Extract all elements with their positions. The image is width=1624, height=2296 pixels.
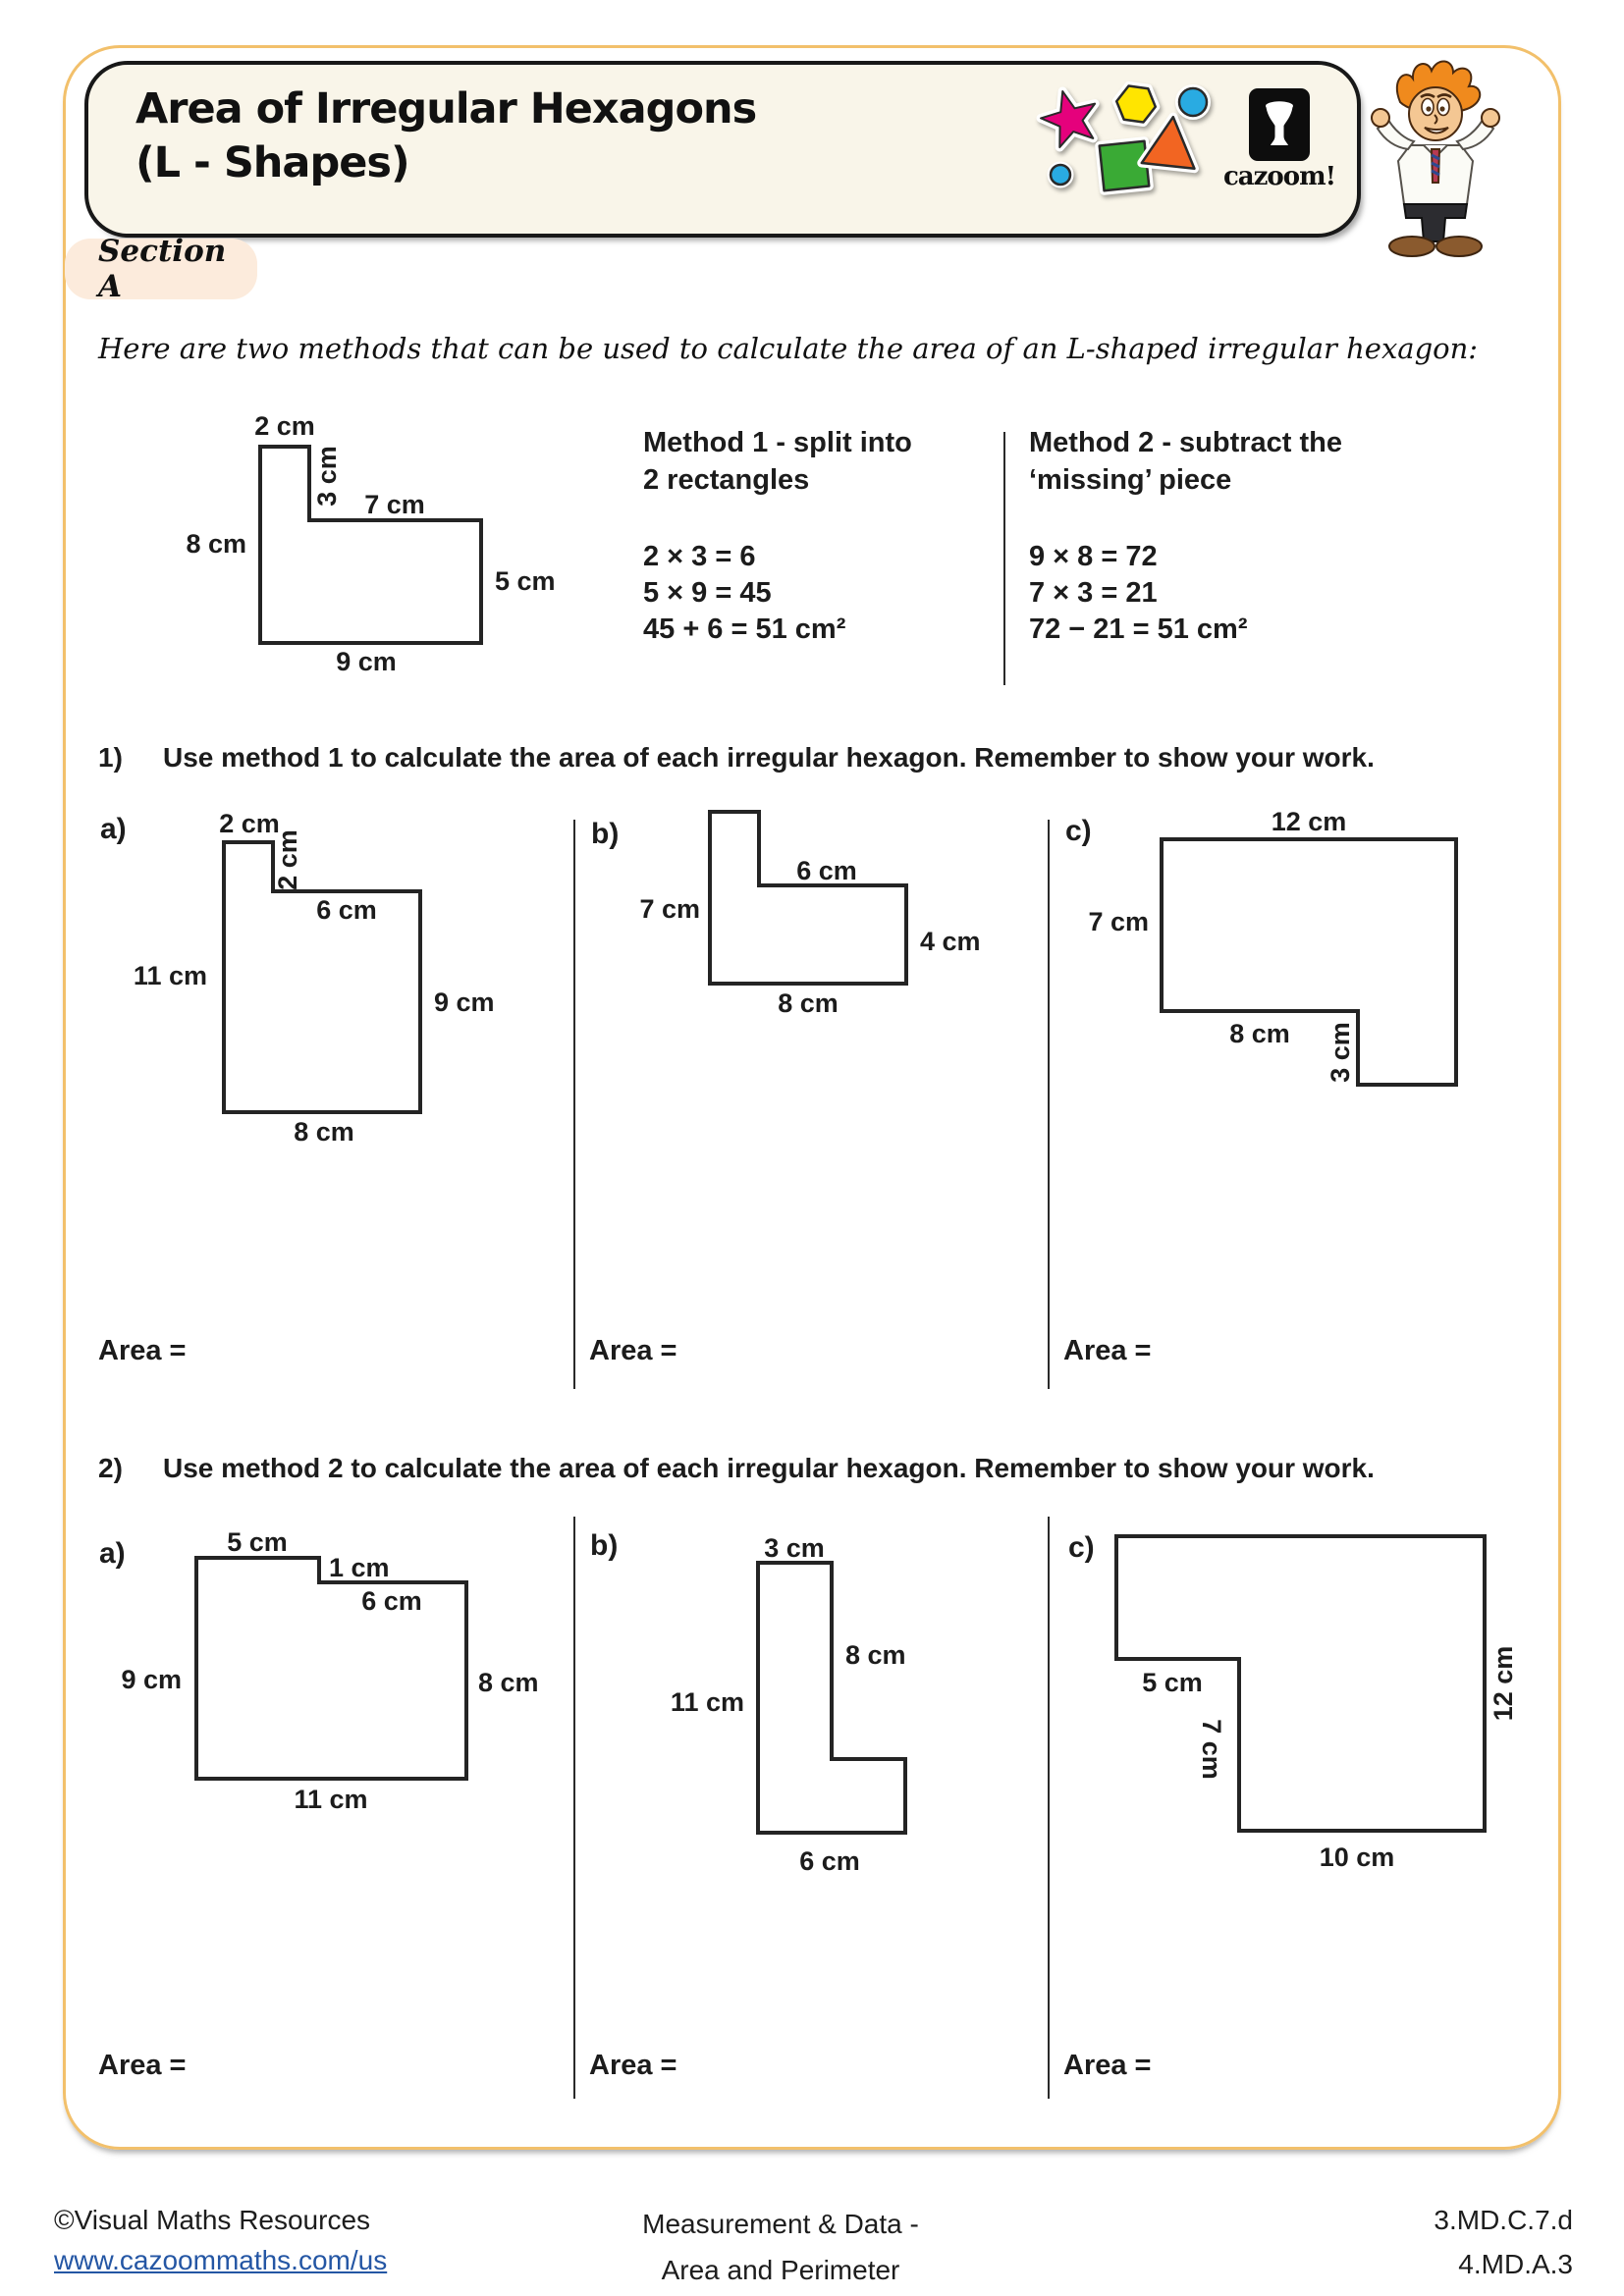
circle-small-icon [1051, 165, 1070, 185]
method2-eq-1: 9 × 8 = 72 [1029, 541, 1158, 572]
dimension-label: 6 cm [316, 895, 377, 925]
dimension-label: 3 cm [312, 446, 342, 507]
figure-q2c [1107, 1524, 1543, 1890]
part-label-1c: c) [1065, 815, 1092, 847]
method1-eq-1: 2 × 3 = 6 [643, 541, 756, 572]
dimension-label: 9 cm [121, 1665, 182, 1694]
title-line-1: Area of Irregular Hexagons [135, 84, 757, 133]
cazoom-logo [1222, 88, 1336, 191]
footer-standard-2: 4.MD.A.3 [1458, 2249, 1573, 2279]
dimension-label: 3 cm [1326, 1022, 1355, 1083]
method1-title-2: 2 rectangles [643, 464, 810, 496]
footer-copyright: ©Visual Maths Resources [54, 2205, 371, 2235]
shoe-left [1389, 237, 1435, 256]
dimension-label: 12 cm [1271, 807, 1347, 836]
area-answer-1c: Area = [1063, 1335, 1152, 1366]
dimension-label: 7 cm [1197, 1719, 1226, 1780]
method2-block [1029, 424, 1402, 648]
dimension-label: 8 cm [845, 1640, 906, 1670]
method1-eq-3: 45 + 6 = 51 cm² [643, 614, 846, 645]
method1-block [643, 424, 1016, 648]
part-label-2c: c) [1068, 1531, 1095, 1564]
dimension-label: 7 cm [1088, 907, 1149, 936]
question-1-number: 1) [98, 742, 123, 773]
mascot-character [1363, 57, 1510, 258]
method2-title-2: ‘missing’ piece [1029, 464, 1232, 496]
dimension-label: 7 cm [364, 490, 425, 519]
shapes-logo [1031, 75, 1232, 202]
shoe-right [1436, 237, 1482, 256]
method2-title-1: Method 2 - subtract the [1029, 427, 1343, 458]
l-shape-outline [196, 1558, 466, 1779]
question-2-number: 2) [98, 1453, 123, 1483]
dimension-label: 11 cm [294, 1785, 368, 1814]
dimension-label: 9 cm [336, 647, 397, 676]
dimension-label: 6 cm [796, 856, 857, 885]
title-line-2: (L - Shapes) [135, 138, 409, 187]
section-label: Section A [98, 234, 227, 304]
dimension-label: 6 cm [361, 1586, 422, 1616]
area-answer-2a: Area = [98, 2050, 187, 2081]
dimension-label: 10 cm [1319, 1842, 1395, 1872]
dimension-label: 6 cm [799, 1846, 860, 1876]
figure-q2b [630, 1519, 1013, 1884]
star-icon [1036, 84, 1104, 150]
dimension-label: 7 cm [639, 894, 700, 924]
section-badge [65, 234, 257, 304]
part-label-1a: a) [100, 813, 127, 845]
dimension-label: 5 cm [495, 566, 556, 596]
q2-divider-ab [573, 1517, 575, 2099]
q1-divider-ab [573, 820, 575, 1389]
dimension-label: 8 cm [778, 988, 839, 1018]
djembe-icon [1249, 88, 1310, 161]
part-label-2b: b) [590, 1529, 619, 1562]
dimension-label: 8 cm [478, 1668, 539, 1697]
dimension-label: 9 cm [434, 988, 495, 1017]
dimension-label: 8 cm [186, 529, 246, 559]
footer-subject-line-2: Area and Perimeter [661, 2255, 900, 2285]
figure-q2a [83, 1514, 569, 1836]
dimension-label: 11 cm [133, 961, 207, 990]
dimension-label: 2 cm [254, 411, 315, 441]
area-answer-2c: Area = [1063, 2050, 1152, 2081]
method2-eq-2: 7 × 3 = 21 [1029, 577, 1158, 609]
dimension-label: 3 cm [764, 1533, 825, 1563]
dimension-label: 5 cm [1142, 1668, 1203, 1697]
example-figure [157, 402, 574, 697]
l-shape-outline [710, 812, 906, 984]
l-shape-outline [1162, 839, 1456, 1085]
dimension-label: 8 cm [1229, 1019, 1290, 1048]
page-title [135, 82, 756, 190]
title-box [84, 61, 1361, 238]
part-label-1b: b) [591, 818, 620, 850]
footer-subject-line-1: Measurement & Data - [642, 2209, 919, 2239]
method2-eq-3: 72 − 21 = 51 cm² [1029, 614, 1248, 645]
l-shape-outline [224, 842, 420, 1112]
question-2-header [98, 1453, 1375, 1484]
figure-q1b [602, 790, 1009, 1044]
footer-standard-1: 3.MD.C.7.d [1434, 2205, 1573, 2235]
question-1-header [98, 742, 1375, 774]
dimension-label: 11 cm [670, 1687, 744, 1717]
dimension-label: 12 cm [1489, 1645, 1518, 1722]
dimension-label: 5 cm [227, 1527, 288, 1557]
methods-divider [1003, 432, 1005, 685]
question-2-prompt: Use method 2 to calculate the area of each irregular hexagon. Remember to show your work. [163, 1453, 1375, 1483]
intro-text: Here are two methods that can be used to calculate the area of an L-shaped irregular hexagon: [98, 332, 1479, 365]
area-answer-1a: Area = [98, 1335, 187, 1366]
figure-q1c [1058, 795, 1471, 1139]
dimension-label: 4 cm [920, 927, 981, 956]
hexagon-icon [1114, 84, 1158, 124]
q2-divider-bc [1048, 1517, 1050, 2099]
method1-eq-2: 5 × 9 = 45 [643, 577, 772, 609]
dimension-label: 2 cm [273, 829, 302, 890]
dimension-label: 1 cm [329, 1553, 390, 1582]
triangle-icon [1142, 114, 1200, 168]
method1-title-1: Method 1 - split into [643, 427, 912, 458]
area-answer-2b: Area = [589, 2050, 677, 2081]
l-shape-outline [260, 447, 481, 643]
dimension-label: 8 cm [294, 1117, 354, 1147]
l-shape-outline [758, 1563, 905, 1833]
q1-divider-bc [1048, 820, 1050, 1389]
footer-link[interactable]: www.cazoommaths.com/us [54, 2245, 388, 2275]
area-answer-1b: Area = [589, 1335, 677, 1366]
circle-icon [1179, 88, 1207, 116]
figure-q1a [111, 795, 528, 1166]
question-1-prompt: Use method 1 to calculate the area of each irregular hexagon. Remember to show your work. [163, 742, 1375, 773]
part-label-2a: a) [99, 1537, 126, 1570]
dimension-label: 2 cm [219, 809, 280, 838]
brand-name: cazoom! [1222, 162, 1336, 191]
